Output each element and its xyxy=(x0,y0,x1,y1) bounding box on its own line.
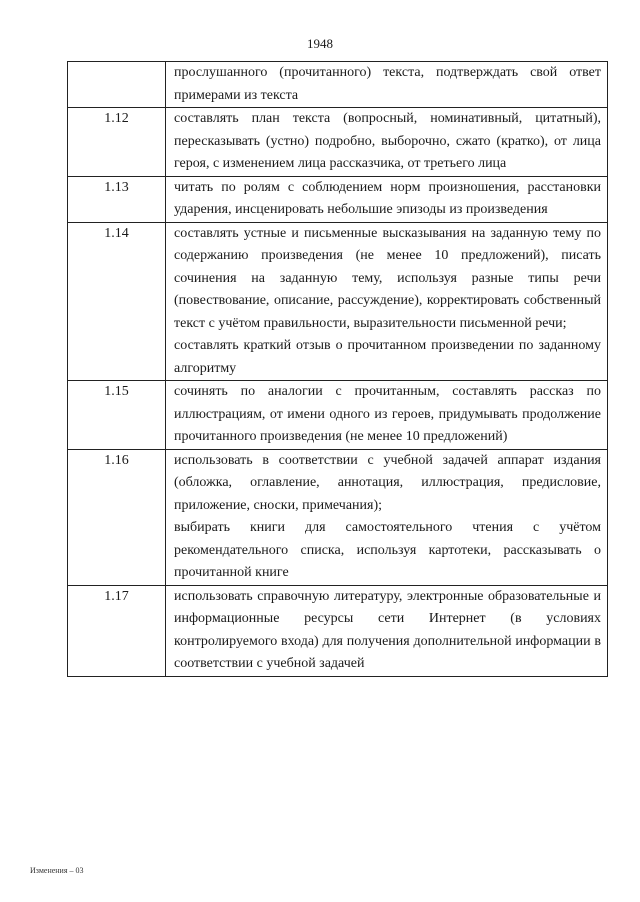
row-description-cell xyxy=(166,222,608,381)
row-description-cell xyxy=(166,108,608,177)
table-row xyxy=(68,222,608,381)
row-description-cell xyxy=(166,62,608,108)
footer-revision-note: Изменения – 03 xyxy=(30,866,84,875)
table-row xyxy=(68,62,608,108)
table-row xyxy=(68,108,608,177)
description-paragraph: выбирать книги для самостоятельного чтения с учётом рекомендательного списка, используя картотеки, рассказывать о прочитанной книге xyxy=(174,520,601,580)
row-number-cell: 1.16 xyxy=(68,449,166,585)
description-paragraph: сочинять по аналогии с прочитанным, составлять рассказ по иллюстрациям, от имени одного из героев, придумывать продолжение прочитанного произведения (не менее 10 предложений) xyxy=(174,384,601,444)
description-paragraph: читать по ролям с соблюдением норм произношения, расстановки ударения, инсценировать небольшие эпизоды из произведения xyxy=(174,179,601,217)
table-row xyxy=(68,449,608,585)
page-number: 1948 xyxy=(307,36,333,51)
row-description-cell xyxy=(166,585,608,676)
table-row xyxy=(68,381,608,450)
row-number-cell: 1.14 xyxy=(68,222,166,381)
description-paragraph: составлять устные и письменные высказывания на заданную тему по содержанию произведения (не менее 10 предложений), писать сочинения на заданную тему, используя разные типы речи (повествование, описание, рассуждение), корректировать собственный текст с учётом правильности, выразительности письменной речи; xyxy=(174,225,601,331)
row-number-cell: 1.13 xyxy=(68,176,166,222)
row-description-cell xyxy=(166,176,608,222)
requirements-table-body xyxy=(68,62,608,677)
row-number-cell: 1.15 xyxy=(68,381,166,450)
row-description-cell xyxy=(166,449,608,585)
description-paragraph: составлять краткий отзыв о прочитанном произведении по заданному алгоритму xyxy=(174,338,601,376)
description-paragraph: составлять план текста (вопросный, номинативный, цитатный), пересказывать (устно) подробно, выборочно, сжато (кратко), от лица героя, с изменением лица рассказчика, от третьего лица xyxy=(174,111,601,171)
description-paragraph: использовать справочную литературу, электронные образовательные и информационные ресурсы сети Интернет (в условиях контролируемого входа) для получения дополнительной информации в соответствии с учебной задачей xyxy=(174,588,601,671)
requirements-table xyxy=(67,61,608,677)
row-number-cell: 1.17 xyxy=(68,585,166,676)
row-description-cell xyxy=(166,381,608,450)
description-paragraph: использовать в соответствии с учебной задачей аппарат издания (обложка, оглавление, аннотация, иллюстрация, предисловие, приложение, сноски, примечания); xyxy=(174,452,601,513)
row-number-cell: 1.12 xyxy=(68,108,166,177)
table-row xyxy=(68,585,608,676)
description-paragraph: прослушанного (прочитанного) текста, подтверждать свой ответ примерами из текста xyxy=(174,65,601,103)
table-row xyxy=(68,176,608,222)
row-number-cell xyxy=(68,62,166,108)
